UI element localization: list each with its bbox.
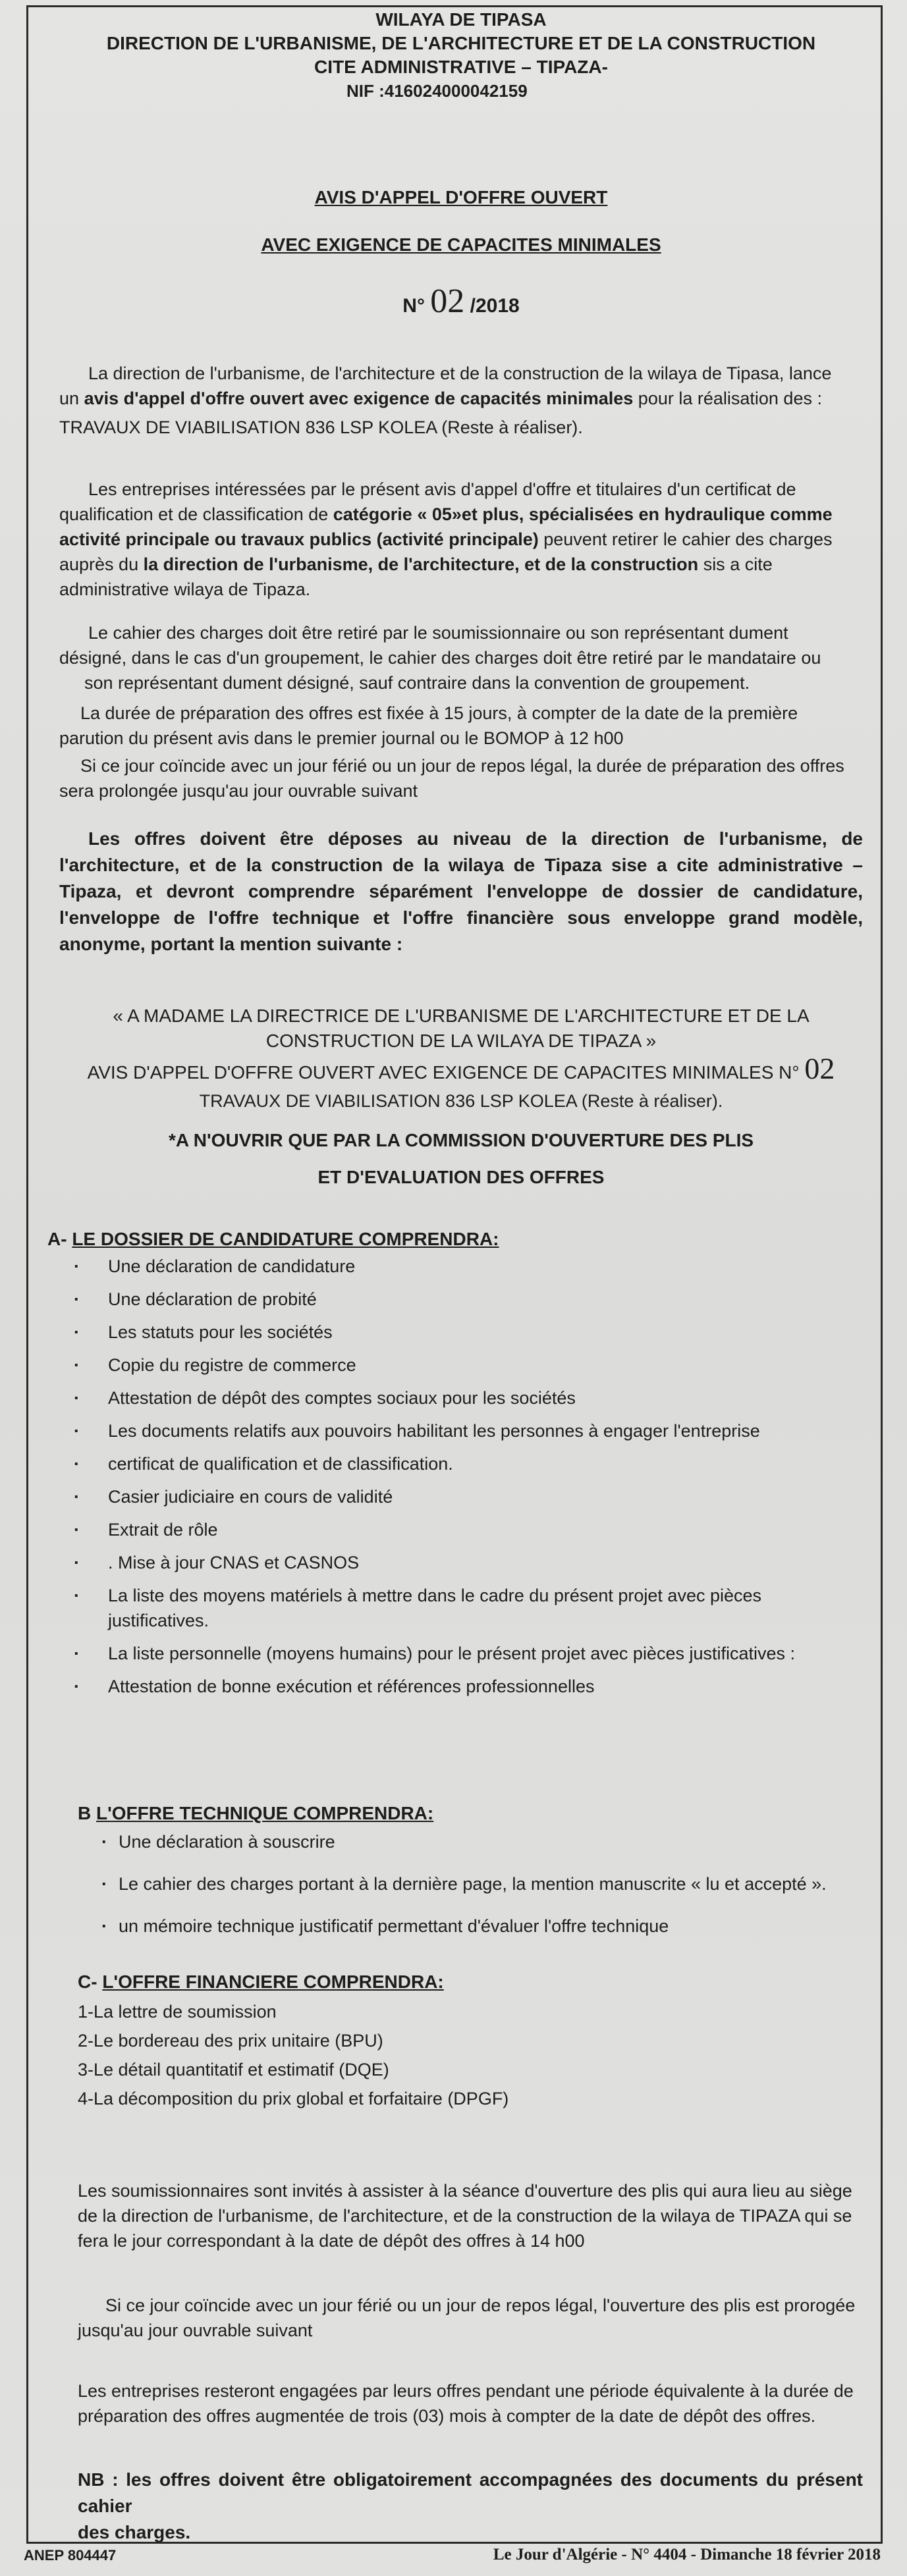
intro-paragraph-6: [59, 826, 863, 957]
mention-line1: « A MADAME LA DIRECTRICE DE L'URBANISME DE L'ARCHITECTURE ET DE LA: [113, 1006, 810, 1026]
header-direction: DIRECTION DE L'URBANISME, DE L'ARCHITECTURE ET DE LA CONSTRUCTION: [106, 33, 816, 53]
closing-p3-line1: Les entreprises resteront engagées par leurs offres pendant une période équivalente à la durée de: [78, 2381, 854, 2401]
list-item: · certificat de qualification et de classification.: [74, 1454, 453, 1474]
intro-p5-line2: sera prolongée jusqu'au jour ouvrable suivant: [59, 781, 418, 801]
intro-p2-retirer: peuvent retirer le cahier des charges: [543, 529, 833, 549]
list-item: · La liste des moyens matériels à mettre dans le cadre du présent projet avec pièces justificatives.: [74, 1586, 762, 1630]
section-b-list: [78, 1829, 863, 1939]
intro-p4-line2: parution du présent avis dans le premier journal ou le BOMOP à 12 h00: [59, 728, 624, 748]
intro-paragraph-1: [59, 361, 863, 440]
intro-p2-qualif: qualification et de classification de: [59, 504, 329, 524]
intro-p2-line4: [59, 552, 863, 577]
title-exigence: AVEC EXIGENCE DE CAPACITES MINIMALES: [261, 234, 661, 255]
intro-p2-activite: activité principale ou travaux publics (activité principale): [59, 529, 539, 549]
intro-p3-line2: désigné, dans le cas d'un groupement, le cahier des charges doit être retiré par le mandataire ou: [59, 648, 821, 668]
intro-p2-sis: sis a cite: [703, 554, 773, 574]
closing-nb: [78, 2467, 863, 2546]
footer-anep: ANEP 804447: [24, 2547, 117, 2563]
mention-number: 02: [804, 1052, 835, 1085]
list-item: · Copie du registre de commerce: [74, 1355, 356, 1375]
section-a-list: [47, 1254, 863, 1699]
section-c-prefix: C-: [78, 1972, 97, 1992]
section-c-heading: L'OFFRE FINANCIERE COMPRENDRA:: [102, 1972, 444, 1992]
list-item: 4-La décomposition du prix global et forfaitaire (DPGF): [78, 2089, 509, 2108]
closing-p3-line2: préparation des offres augmentée de trois (03) mois à compter de la date de dépôt des offres.: [78, 2406, 816, 2426]
list-item: · Attestation de bonne exécution et références professionnelles: [74, 1677, 595, 1696]
closing-p1-line1: Les soumissionnaires sont invités à assister à la séance d'ouverture des plis qui aura lieu au siège: [78, 2181, 852, 2201]
mention-line5: *A N'OUVRIR QUE PAR LA COMMISSION D'OUVERTURE DES PLIS: [168, 1130, 754, 1150]
intro-p1-end: pour la réalisation des :: [638, 389, 822, 408]
intro-p2-aupres: auprès du: [59, 554, 139, 574]
intro-p1-un: un: [59, 389, 80, 408]
intro-p5-line1: Si ce jour coïncide avec un jour férié ou un jour de repos légal, la durée de préparation des offres: [80, 756, 844, 776]
title-number-prefix: N°: [402, 295, 425, 317]
footer-journal: Le Jour d'Algérie - N° 4404 - Dimanche 18 février 2018: [493, 2546, 881, 2563]
closing-nb-line2: des charges.: [78, 2522, 191, 2542]
intro-p3-line1: Le cahier des charges doit être retiré par le soumissionnaire ou son représentant dument: [88, 623, 788, 643]
section-c-list: [78, 1999, 863, 2111]
mention-line3: [59, 1054, 863, 1088]
list-item: · Une déclaration de probité: [74, 1289, 317, 1309]
intro-paragraph-2: [59, 477, 863, 602]
intro-p2-line5: administrative wilaya de Tipaza.: [59, 579, 311, 599]
intro-p2-line3: [59, 527, 863, 552]
title-avis: AVIS D'APPEL D'OFFRE OUVERT: [314, 187, 608, 207]
closing-p2-line2: jusqu'au jour ouvrable suivant: [78, 2321, 313, 2340]
closing-nb-line1: NB : les offres doivent être obligatoirement accompagnées des documents du présent cahier: [78, 2469, 863, 2516]
title-number-suffix: /2018: [470, 295, 520, 317]
list-item: · Casier judiciaire en cours de validité: [74, 1487, 393, 1507]
list-item: · Une déclaration à souscrire: [101, 1832, 335, 1852]
header-wilaya: WILAYA DE TIPASA: [375, 9, 547, 30]
header-nif: NIF :416024000042159: [346, 81, 528, 101]
intro-paragraph-4: [59, 701, 863, 751]
intro-p2-line2: [59, 502, 863, 527]
section-a: [47, 1226, 863, 1707]
title-number: [59, 282, 863, 326]
list-item: · Une déclaration de candidature: [74, 1256, 356, 1276]
intro-p2-categorie: catégorie « 05»et plus, spécialisées en hydraulique comme: [333, 504, 833, 524]
closing-paragraph-1: [78, 2178, 863, 2253]
title-number-value: 02: [430, 282, 465, 320]
intro-paragraph-5: [59, 753, 863, 803]
mention-line4: TRAVAUX DE VIABILISATION 836 LSP KOLEA (Reste à réaliser).: [199, 1091, 723, 1111]
closing-p1-line3: fera le jour correspondant à la date de dépôt des offres à 14 h00: [78, 2231, 585, 2251]
intro-paragraph-3: [59, 620, 863, 695]
section-a-heading: LE DOSSIER DE CANDIDATURE COMPRENDRA:: [72, 1229, 499, 1249]
mention-block: [59, 1004, 863, 1191]
section-a-prefix: A-: [47, 1229, 67, 1249]
section-b-title: [78, 1800, 863, 1827]
list-item: · La liste personnelle (moyens humains) pour le présent projet avec pièces justificatives :: [74, 1644, 796, 1663]
closing-paragraph-2: [78, 2293, 863, 2343]
intro-p2-line1: Les entreprises intéressées par le présent avis d'appel d'offre et titulaires d'un certificat de: [88, 479, 796, 499]
intro-p3-line3: son représentant dument désigné, sauf contraire dans la convention de groupement.: [84, 673, 750, 693]
intro-p1-line1: La direction de l'urbanisme, de l'architecture et de la construction de la wilaya de Tipasa, lance: [88, 363, 832, 383]
intro-p1-line3: TRAVAUX DE VIABILISATION 836 LSP KOLEA (Reste à réaliser).: [59, 417, 583, 437]
list-item: 2-Le bordereau des prix unitaire (BPU): [78, 2031, 383, 2051]
mention-line6: ET D'EVALUATION DES OFFRES: [317, 1167, 605, 1187]
closing-paragraph-3: [78, 2378, 863, 2428]
list-item: 3-Le détail quantitatif et estimatif (DQE): [78, 2060, 389, 2080]
title-block: [59, 186, 863, 326]
intro-p4-line1: La durée de préparation des offres est fixée à 15 jours, à compter de la date de la première: [80, 703, 798, 723]
list-item: · Le cahier des charges portant à la dernière page, la mention manuscrite « lu et accepté ».: [101, 1874, 827, 1894]
intro-p6-text: Les offres doivent être déposes au niveau de la direction de l'urbanisme, de l'architecture, et de la construction de la wilaya de Tipaza sise a cite administrative – Tipaza, et devront comprendre séparément l'enveloppe de dossier de candidature, l'enveloppe de l'offre technique et l'offre financière sous enveloppe grand modèle, anonyme, portant la mention suivante :: [59, 828, 863, 954]
mention-avis: AVIS D'APPEL D'OFFRE OUVERT AVEC EXIGENCE DE CAPACITES MINIMALES N°: [87, 1062, 800, 1083]
header-block: [59, 8, 863, 103]
mention-line2: CONSTRUCTION DE LA WILAYA DE TIPAZA »: [265, 1031, 657, 1051]
list-item: · un mémoire technique justificatif permettant d'évaluer l'offre technique: [101, 1916, 669, 1936]
list-item: · Attestation de dépôt des comptes sociaux pour les sociétés: [74, 1388, 576, 1408]
intro-p1-bold: avis d'appel d'offre ouvert avec exigence de capacités minimales: [84, 389, 634, 408]
section-b: [78, 1800, 863, 1939]
list-item: · Les statuts pour les sociétés: [74, 1322, 333, 1342]
list-item: 1-La lettre de soumission: [78, 2002, 277, 2022]
list-item: · Les documents relatifs aux pouvoirs habilitant les personnes à engager l'entreprise: [74, 1421, 760, 1441]
closing-p1-line2: de la direction de l'urbanisme, de l'architecture, et de la construction de la wilaya de TIPAZA qui se: [78, 2206, 852, 2226]
section-c-title: [78, 1969, 863, 1995]
list-item: · . Mise à jour CNAS et CASNOS: [74, 1553, 360, 1572]
section-c: [78, 1969, 863, 2111]
header-cite: CITE ADMINISTRATIVE – TIPAZA-: [314, 57, 608, 77]
intro-p1-line2: [59, 386, 863, 411]
section-b-heading: L'OFFRE TECHNIQUE COMPRENDRA:: [96, 1803, 434, 1823]
list-item: · Extrait de rôle: [74, 1520, 218, 1540]
closing-p2-line1: Si ce jour coïncide avec un jour férié ou un jour de repos légal, l'ouverture des plis est prorogée: [105, 2295, 856, 2315]
intro-p2-direction: la direction de l'urbanisme, de l'architecture, et de la construction: [143, 554, 699, 574]
section-b-prefix: B: [78, 1803, 92, 1823]
section-a-title: [47, 1226, 863, 1252]
